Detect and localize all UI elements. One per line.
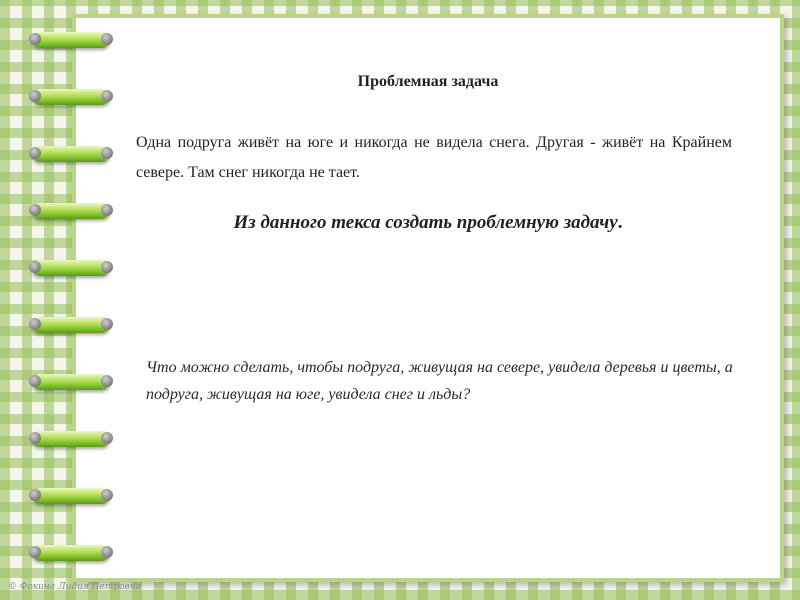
binder-ring-icon <box>32 89 110 105</box>
slide-title: Проблемная задача <box>357 73 499 90</box>
task-instruction-period: . <box>617 212 623 233</box>
author-watermark: © Фокина Лидия Петровна <box>8 582 142 592</box>
binder-ring-icon <box>32 431 110 447</box>
binder-ring-icon <box>32 374 110 390</box>
task-instruction-text: Из данного текса создать проблемную задачу <box>233 212 618 233</box>
binder-ring-icon <box>32 146 110 162</box>
binder-ring-icon <box>32 545 110 561</box>
problem-question: Что можно сделать, чтобы подруга, живущая на севере, увидела деревья и цветы, а подруга, живущая на юге, увидела снег и льды? <box>146 359 733 403</box>
binder-ring-icon <box>32 488 110 504</box>
binder-ring-icon <box>32 317 110 333</box>
task-instruction <box>72 212 784 234</box>
notebook-page <box>72 14 784 582</box>
binder-ring-icon <box>32 260 110 276</box>
problem-paragraph: Одна подруга живёт на юге и никогда не видела снега. Другая - живёт на Крайнем севере. Там снег никогда не тает. <box>136 134 732 181</box>
binder-ring-icon <box>32 32 110 48</box>
